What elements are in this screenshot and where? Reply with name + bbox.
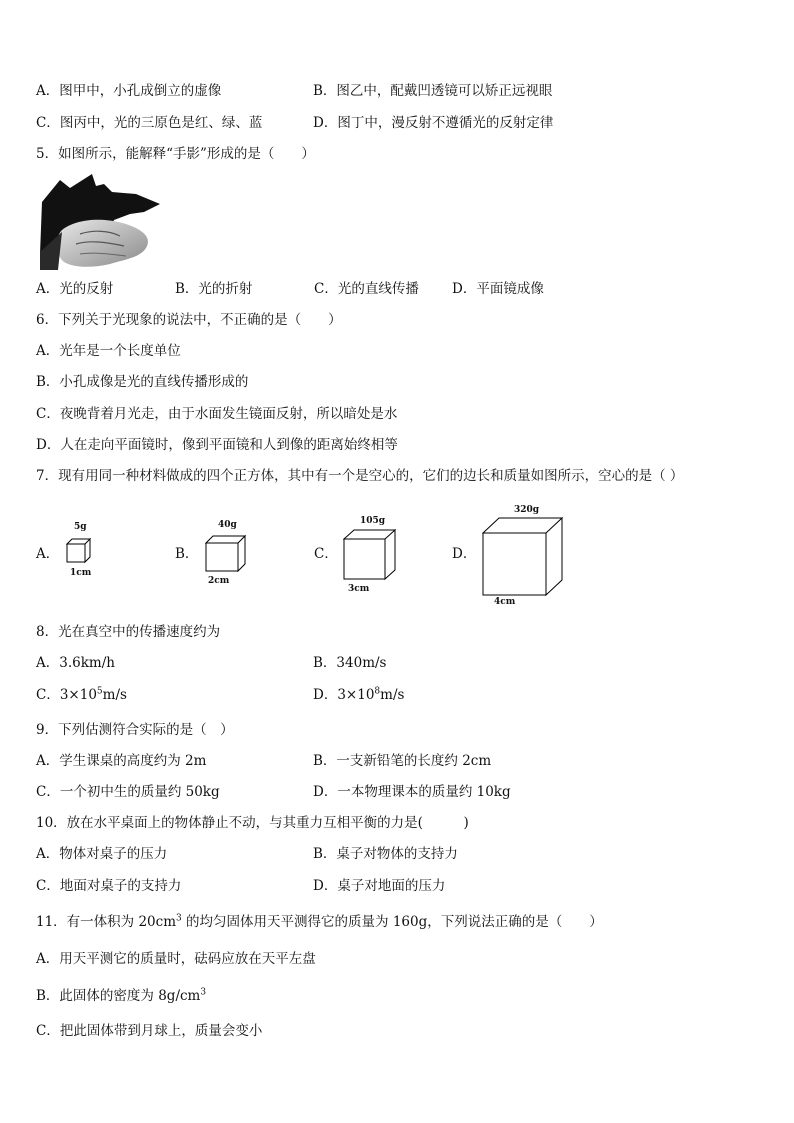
cube-c-figure xyxy=(340,516,400,596)
cube-d-figure xyxy=(480,505,566,607)
cube-c-side: 3cm xyxy=(348,584,370,594)
q10-option-b: B．桌子对物体的支持力 xyxy=(313,846,458,862)
hand-shadow-image xyxy=(40,172,162,270)
q9-option-d: D．一本物理课本的质量约 10kg xyxy=(313,784,511,800)
q11-option-a: A．用天平测它的质量时，砝码应放在天平左盘 xyxy=(36,951,316,967)
q6-option-c: C．夜晚背着月光走，由于水面发生镜面反射，所以暗处是水 xyxy=(36,406,398,422)
q8-stem: 8．光在真空中的传播速度约为 xyxy=(36,624,221,640)
q8-option-d-unit: m/s xyxy=(380,687,405,703)
q11-option-b xyxy=(36,987,206,1005)
q5-stem: 5．如图所示，能解释“手影”形成的是（ ） xyxy=(36,146,315,162)
q11-stem xyxy=(36,913,603,931)
cube-d-mass: 320g xyxy=(514,505,540,515)
q11-option-b-exponent: 3 xyxy=(200,987,207,998)
q5-option-d: D．平面镜成像 xyxy=(452,281,544,297)
cube-c-mass: 105g xyxy=(360,516,386,526)
cube-b-mass: 40g xyxy=(218,520,237,530)
cube-d-side: 4cm xyxy=(494,597,516,607)
q5-option-b: B．光的折射 xyxy=(175,281,253,297)
q4-option-a: A．图甲中，小孔成倒立的虚像 xyxy=(36,83,222,99)
q4-option-d: D．图丁中，漫反射不遵循光的反射定律 xyxy=(313,115,554,131)
q8-option-c xyxy=(36,686,127,704)
q11-stem-end: 的均匀固体用天平测得它的质量为 160g，下列说法正确的是（ ） xyxy=(181,914,603,930)
q6-stem: 6．下列关于光现象的说法中，不正确的是（ ） xyxy=(36,312,342,328)
q6-option-b: B．小孔成像是光的直线传播形成的 xyxy=(36,374,249,390)
q7-stem: 7．现有用同一种材料做成的四个正方体，其中有一个是空心的，它们的边长和质量如图所示，空心的是（ ） xyxy=(36,468,684,484)
q8-option-d xyxy=(313,686,404,704)
q8-option-c-unit: m/s xyxy=(102,687,127,703)
cube-b-figure xyxy=(202,520,252,588)
q9-option-c: C．一个初中生的质量约 50kg xyxy=(36,784,220,800)
q7-option-d: D． xyxy=(452,546,477,562)
q10-option-c: C．地面对桌子的支持力 xyxy=(36,878,182,894)
q9-stem: 9．下列估测符合实际的是（ ） xyxy=(36,722,234,738)
q8-option-c-exponent: 5 xyxy=(96,686,103,697)
q8-option-d-base: D．3×10 xyxy=(313,687,375,703)
q5-option-c: C．光的直线传播 xyxy=(314,281,419,297)
q6-option-a: A．光年是一个长度单位 xyxy=(36,343,181,359)
q11-stem-exponent: 3 xyxy=(176,913,182,924)
q10-option-d: D．桌子对地面的压力 xyxy=(313,878,446,894)
q4-option-b: B．图乙中，配戴凹透镜可以矫正远视眼 xyxy=(313,83,553,99)
q10-stem: 10．放在水平桌面上的物体静止不动，与其重力互相平衡的力是( ) xyxy=(36,815,469,831)
q8-option-b: B．340m/s xyxy=(313,655,387,671)
cube-a-mass: 5g xyxy=(74,522,87,532)
q9-option-b: B．一支新铅笔的长度约 2cm xyxy=(313,753,492,769)
cube-a-side: 1cm xyxy=(70,568,92,578)
q4-option-c: C．图丙中，光的三原色是红、绿、蓝 xyxy=(36,115,263,131)
q8-option-d-exponent: 8 xyxy=(374,686,381,697)
cube-b-side: 2cm xyxy=(208,576,230,586)
q7-option-b: B． xyxy=(175,546,199,562)
q5-option-a: A．光的反射 xyxy=(36,281,114,297)
q8-option-c-base: C．3×10 xyxy=(36,687,97,703)
q8-option-a: A．3.6km/h xyxy=(36,655,115,671)
q10-option-a: A．物体对桌子的压力 xyxy=(36,846,168,862)
q11-option-c: C．把此固体带到月球上，质量会变小 xyxy=(36,1023,263,1039)
q7-option-c: C． xyxy=(314,546,338,562)
q7-option-a: A． xyxy=(36,546,60,562)
q9-option-a: A．学生课桌的高度约为 2m xyxy=(36,753,207,769)
cube-a-figure xyxy=(62,522,102,584)
q11-option-b-text: B．此固体的密度为 8g/cm xyxy=(36,988,201,1004)
q6-option-d: D．人在走向平面镜时，像到平面镜和人到像的距离始终相等 xyxy=(36,437,398,453)
q11-stem-start: 11．有一体积为 20cm xyxy=(36,914,177,930)
